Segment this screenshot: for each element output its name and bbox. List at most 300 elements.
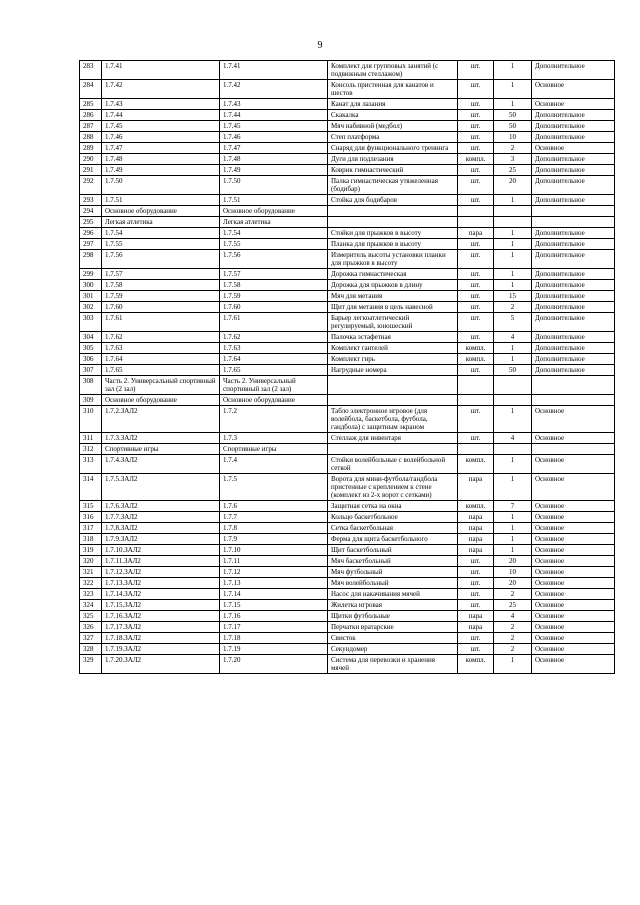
code-secondary-cell: 1.7.2 xyxy=(220,406,328,433)
equipment-type-cell: Дополнительное xyxy=(532,154,615,165)
code-secondary-cell: 1.7.50 xyxy=(220,176,328,195)
code-secondary-cell: 1.7.51 xyxy=(220,195,328,206)
table-row xyxy=(80,165,615,176)
unit-cell: шт. xyxy=(458,556,494,567)
code-secondary-cell: 1.7.55 xyxy=(220,239,328,250)
table-row xyxy=(80,474,615,501)
equipment-type-cell: Дополнительное xyxy=(532,291,615,302)
code-secondary-cell: 1.7.58 xyxy=(220,280,328,291)
row-number-cell: 327 xyxy=(80,633,102,644)
code-primary-cell: 1.7.44 xyxy=(102,110,220,121)
quantity-cell: 10 xyxy=(494,567,532,578)
quantity-cell: 4 xyxy=(494,332,532,343)
table-row xyxy=(80,406,615,433)
table-row xyxy=(80,501,615,512)
table-row xyxy=(80,578,615,589)
quantity-cell: 1 xyxy=(494,99,532,110)
row-number-cell: 299 xyxy=(80,269,102,280)
row-number-cell: 312 xyxy=(80,444,102,455)
unit-cell: компл. xyxy=(458,655,494,674)
code-secondary-cell: 1.7.14 xyxy=(220,589,328,600)
row-number-cell: 317 xyxy=(80,523,102,534)
item-name-cell xyxy=(328,376,458,395)
table-row xyxy=(80,343,615,354)
item-name-cell: Стойка для бодибаров xyxy=(328,195,458,206)
unit-cell: компл. xyxy=(458,455,494,474)
equipment-type-cell: Основное xyxy=(532,622,615,633)
table-row xyxy=(80,433,615,444)
code-secondary-cell: 1.7.4 xyxy=(220,455,328,474)
table-row xyxy=(80,132,615,143)
code-secondary-cell: 1.7.18 xyxy=(220,633,328,644)
row-number-cell: 286 xyxy=(80,110,102,121)
table-row xyxy=(80,176,615,195)
code-primary-cell: 1.7.50 xyxy=(102,176,220,195)
item-name-cell xyxy=(328,217,458,228)
code-primary-cell: 1.7.51 xyxy=(102,195,220,206)
item-name-cell: Свисток xyxy=(328,633,458,644)
equipment-type-cell: Основное xyxy=(532,611,615,622)
row-number-cell: 326 xyxy=(80,622,102,633)
row-number-cell: 310 xyxy=(80,406,102,433)
item-name-cell: Скакалка xyxy=(328,110,458,121)
item-name-cell: Ферма для щита баскетбольного xyxy=(328,534,458,545)
quantity-cell: 1 xyxy=(494,512,532,523)
code-secondary-cell: 1.7.57 xyxy=(220,269,328,280)
code-primary-cell: 1.7.8.ЗАЛ2 xyxy=(102,523,220,534)
equipment-type-cell: Основное xyxy=(532,545,615,556)
code-primary-cell: 1.7.47 xyxy=(102,143,220,154)
quantity-cell: 10 xyxy=(494,132,532,143)
equipment-type-cell: Дополнительное xyxy=(532,354,615,365)
code-primary-cell: 1.7.15.ЗАЛ2 xyxy=(102,600,220,611)
code-primary-cell: 1.7.6.ЗАЛ2 xyxy=(102,501,220,512)
equipment-type-cell: Основное xyxy=(532,406,615,433)
page-number: 9 xyxy=(317,40,323,51)
quantity-cell xyxy=(494,395,532,406)
code-secondary-cell: 1.7.6 xyxy=(220,501,328,512)
equipment-type-cell: Основное xyxy=(532,534,615,545)
code-secondary-cell: 1.7.65 xyxy=(220,365,328,376)
unit-cell: шт. xyxy=(458,313,494,332)
quantity-cell: 50 xyxy=(494,110,532,121)
quantity-cell: 1 xyxy=(494,354,532,365)
quantity-cell: 1 xyxy=(494,523,532,534)
code-primary-cell: 1.7.43 xyxy=(102,99,220,110)
code-secondary-cell: 1.7.10 xyxy=(220,545,328,556)
table-row xyxy=(80,269,615,280)
row-number-cell: 300 xyxy=(80,280,102,291)
item-name-cell: Коврик гимнастический xyxy=(328,165,458,176)
table-row xyxy=(80,154,615,165)
equipment-type-cell xyxy=(532,217,615,228)
quantity-cell: 1 xyxy=(494,474,532,501)
code-secondary-cell: 1.7.15 xyxy=(220,600,328,611)
item-name-cell: Мяч футбольный xyxy=(328,567,458,578)
quantity-cell: 1 xyxy=(494,228,532,239)
table-row xyxy=(80,313,615,332)
code-secondary-cell: 1.7.9 xyxy=(220,534,328,545)
quantity-cell: 20 xyxy=(494,556,532,567)
equipment-type-cell: Основное xyxy=(532,556,615,567)
quantity-cell: 15 xyxy=(494,291,532,302)
item-name-cell: Насос для накачивания мячей xyxy=(328,589,458,600)
code-secondary-cell: Спортивные игры xyxy=(220,444,328,455)
unit-cell: шт. xyxy=(458,567,494,578)
quantity-cell: 1 xyxy=(494,655,532,674)
row-number-cell: 320 xyxy=(80,556,102,567)
code-primary-cell: 1.7.49 xyxy=(102,165,220,176)
quantity-cell: 1 xyxy=(494,534,532,545)
row-number-cell: 318 xyxy=(80,534,102,545)
code-primary-cell: 1.7.18.ЗАЛ2 xyxy=(102,633,220,644)
item-name-cell: Палка гимнастическая утяжеленная (бодибар) xyxy=(328,176,458,195)
quantity-cell xyxy=(494,217,532,228)
code-secondary-cell: 1.7.5 xyxy=(220,474,328,501)
unit-cell: шт. xyxy=(458,280,494,291)
unit-cell: пара xyxy=(458,611,494,622)
table-row xyxy=(80,523,615,534)
code-primary-cell: 1.7.46 xyxy=(102,132,220,143)
code-primary-cell: 1.7.10.ЗАЛ2 xyxy=(102,545,220,556)
item-name-cell: Канат для лазания xyxy=(328,99,458,110)
table-row xyxy=(80,143,615,154)
quantity-cell: 1 xyxy=(494,269,532,280)
quantity-cell: 2 xyxy=(494,644,532,655)
quantity-cell: 1 xyxy=(494,406,532,433)
item-name-cell xyxy=(328,395,458,406)
unit-cell: шт. xyxy=(458,578,494,589)
table-row xyxy=(80,455,615,474)
item-name-cell: Стойки для прыжков в высоту xyxy=(328,228,458,239)
equipment-type-cell: Основное xyxy=(532,80,615,99)
item-name-cell: Степ платформа xyxy=(328,132,458,143)
quantity-cell: 1 xyxy=(494,280,532,291)
equipment-type-cell: Дополнительное xyxy=(532,176,615,195)
table-row xyxy=(80,365,615,376)
code-secondary-cell: 1.7.17 xyxy=(220,622,328,633)
item-name-cell: Жилетка игровая xyxy=(328,600,458,611)
equipment-type-cell: Основное xyxy=(532,512,615,523)
unit-cell: шт. xyxy=(458,121,494,132)
equipment-type-cell: Дополнительное xyxy=(532,195,615,206)
code-primary-cell: 1.7.42 xyxy=(102,80,220,99)
row-number-cell: 298 xyxy=(80,250,102,269)
unit-cell: шт. xyxy=(458,406,494,433)
code-secondary-cell: 1.7.3 xyxy=(220,433,328,444)
code-primary-cell: 1.7.45 xyxy=(102,121,220,132)
table-row xyxy=(80,195,615,206)
equipment-type-cell: Дополнительное xyxy=(532,239,615,250)
code-primary-cell: 1.7.9.ЗАЛ2 xyxy=(102,534,220,545)
row-number-cell: 311 xyxy=(80,433,102,444)
item-name-cell: Перчатки вратарские xyxy=(328,622,458,633)
item-name-cell: Дорожка гимнастическая xyxy=(328,269,458,280)
item-name-cell: Сетка баскетбольная xyxy=(328,523,458,534)
item-name-cell: Дуги для подлезания xyxy=(328,154,458,165)
unit-cell: пара xyxy=(458,534,494,545)
item-name-cell: Палочка эстафетная xyxy=(328,332,458,343)
unit-cell: шт. xyxy=(458,633,494,644)
unit-cell: шт. xyxy=(458,176,494,195)
code-secondary-cell: 1.7.48 xyxy=(220,154,328,165)
equipment-type-cell: Основное xyxy=(532,455,615,474)
code-primary-cell: 1.7.11.ЗАЛ2 xyxy=(102,556,220,567)
code-secondary-cell: Основное оборудование xyxy=(220,395,328,406)
quantity-cell xyxy=(494,376,532,395)
code-secondary-cell: 1.7.46 xyxy=(220,132,328,143)
row-number-cell: 321 xyxy=(80,567,102,578)
code-primary-cell: 1.7.41 xyxy=(102,61,220,80)
row-number-cell: 295 xyxy=(80,217,102,228)
row-number-cell: 291 xyxy=(80,165,102,176)
table-row xyxy=(80,444,615,455)
unit-cell: компл. xyxy=(458,354,494,365)
code-secondary-cell: 1.7.7 xyxy=(220,512,328,523)
item-name-cell: Щит для метания в цель навесной xyxy=(328,302,458,313)
table-row xyxy=(80,600,615,611)
item-name-cell: Щит баскетбольный xyxy=(328,545,458,556)
unit-cell: шт. xyxy=(458,600,494,611)
code-primary-cell: 1.7.16.ЗАЛ2 xyxy=(102,611,220,622)
quantity-cell: 1 xyxy=(494,61,532,80)
unit-cell: шт. xyxy=(458,291,494,302)
code-primary-cell: 1.7.64 xyxy=(102,354,220,365)
row-number-cell: 322 xyxy=(80,578,102,589)
code-primary-cell: 1.7.19.ЗАЛ2 xyxy=(102,644,220,655)
unit-cell xyxy=(458,395,494,406)
quantity-cell: 20 xyxy=(494,578,532,589)
code-primary-cell: Спортивные игры xyxy=(102,444,220,455)
code-primary-cell: 1.7.57 xyxy=(102,269,220,280)
equipment-type-cell: Дополнительное xyxy=(532,250,615,269)
code-primary-cell: 1.7.13.ЗАЛ2 xyxy=(102,578,220,589)
quantity-cell: 2 xyxy=(494,622,532,633)
item-name-cell: Мяч баскетбольный xyxy=(328,556,458,567)
table-row xyxy=(80,655,615,674)
table-row xyxy=(80,61,615,80)
code-primary-cell: 1.7.5.ЗАЛ2 xyxy=(102,474,220,501)
code-primary-cell: 1.7.48 xyxy=(102,154,220,165)
row-number-cell: 303 xyxy=(80,313,102,332)
quantity-cell: 4 xyxy=(494,611,532,622)
code-secondary-cell: 1.7.44 xyxy=(220,110,328,121)
code-primary-cell: 1.7.55 xyxy=(102,239,220,250)
code-secondary-cell: 1.7.60 xyxy=(220,302,328,313)
equipment-type-cell xyxy=(532,376,615,395)
code-secondary-cell: 1.7.20 xyxy=(220,655,328,674)
equipment-type-cell: Основное xyxy=(532,633,615,644)
equipment-type-cell: Дополнительное xyxy=(532,365,615,376)
row-number-cell: 284 xyxy=(80,80,102,99)
code-secondary-cell: 1.7.8 xyxy=(220,523,328,534)
equipment-type-cell: Основное xyxy=(532,433,615,444)
unit-cell: шт. xyxy=(458,589,494,600)
row-number-cell: 290 xyxy=(80,154,102,165)
table-row xyxy=(80,228,615,239)
row-number-cell: 301 xyxy=(80,291,102,302)
quantity-cell: 25 xyxy=(494,165,532,176)
item-name-cell: Комплект для групповых занятий (с подвижным стеллажом) xyxy=(328,61,458,80)
equipment-type-cell: Основное xyxy=(532,655,615,674)
item-name-cell: Щитки футбольные xyxy=(328,611,458,622)
item-name-cell: Стеллаж для инвентаря xyxy=(328,433,458,444)
table-row xyxy=(80,99,615,110)
unit-cell: пара xyxy=(458,523,494,534)
row-number-cell: 304 xyxy=(80,332,102,343)
table-row xyxy=(80,80,615,99)
item-name-cell: Кольцо баскетбольное xyxy=(328,512,458,523)
table-row xyxy=(80,206,615,217)
equipment-type-cell: Основное xyxy=(532,578,615,589)
code-secondary-cell: 1.7.45 xyxy=(220,121,328,132)
equipment-type-cell: Дополнительное xyxy=(532,61,615,80)
code-primary-cell: 1.7.65 xyxy=(102,365,220,376)
code-primary-cell: 1.7.12.ЗАЛ2 xyxy=(102,567,220,578)
row-number-cell: 297 xyxy=(80,239,102,250)
quantity-cell: 1 xyxy=(494,250,532,269)
table-row xyxy=(80,556,615,567)
quantity-cell: 20 xyxy=(494,176,532,195)
equipment-type-cell xyxy=(532,395,615,406)
row-number-cell: 329 xyxy=(80,655,102,674)
code-primary-cell: Основное оборудование xyxy=(102,395,220,406)
unit-cell: пара xyxy=(458,512,494,523)
unit-cell: шт. xyxy=(458,644,494,655)
code-secondary-cell: 1.7.59 xyxy=(220,291,328,302)
quantity-cell xyxy=(494,206,532,217)
table-row xyxy=(80,280,615,291)
code-primary-cell: 1.7.59 xyxy=(102,291,220,302)
unit-cell: шт. xyxy=(458,250,494,269)
row-number-cell: 315 xyxy=(80,501,102,512)
equipment-type-cell xyxy=(532,444,615,455)
code-secondary-cell: 1.7.12 xyxy=(220,567,328,578)
row-number-cell: 319 xyxy=(80,545,102,556)
item-name-cell xyxy=(328,206,458,217)
row-number-cell: 294 xyxy=(80,206,102,217)
item-name-cell: Консоль пристенная для канатов и шестов xyxy=(328,80,458,99)
code-secondary-cell: 1.7.61 xyxy=(220,313,328,332)
code-primary-cell: 1.7.63 xyxy=(102,343,220,354)
equipment-type-cell: Дополнительное xyxy=(532,280,615,291)
row-number-cell: 314 xyxy=(80,474,102,501)
code-secondary-cell: 1.7.54 xyxy=(220,228,328,239)
quantity-cell: 50 xyxy=(494,365,532,376)
equipment-type-cell: Дополнительное xyxy=(532,228,615,239)
code-primary-cell: 1.7.56 xyxy=(102,250,220,269)
code-secondary-cell: Основное оборудование xyxy=(220,206,328,217)
item-name-cell: Планка для прыжков в высоту xyxy=(328,239,458,250)
equipment-type-cell: Дополнительное xyxy=(532,269,615,280)
row-number-cell: 308 xyxy=(80,376,102,395)
code-primary-cell: 1.7.14.ЗАЛ2 xyxy=(102,589,220,600)
table-row xyxy=(80,545,615,556)
code-primary-cell: 1.7.60 xyxy=(102,302,220,313)
table-row xyxy=(80,622,615,633)
item-name-cell: Комплект гантелей xyxy=(328,343,458,354)
unit-cell: шт. xyxy=(458,332,494,343)
table-row xyxy=(80,217,615,228)
code-secondary-cell: 1.7.41 xyxy=(220,61,328,80)
code-secondary-cell: 1.7.13 xyxy=(220,578,328,589)
table-row xyxy=(80,354,615,365)
table-row xyxy=(80,611,615,622)
code-secondary-cell: Легкая атлетика xyxy=(220,217,328,228)
code-secondary-cell: 1.7.56 xyxy=(220,250,328,269)
unit-cell: шт. xyxy=(458,99,494,110)
quantity-cell: 25 xyxy=(494,600,532,611)
equipment-type-cell: Дополнительное xyxy=(532,332,615,343)
table-row xyxy=(80,332,615,343)
unit-cell: шт. xyxy=(458,132,494,143)
equipment-type-cell: Дополнительное xyxy=(532,121,615,132)
item-name-cell xyxy=(328,444,458,455)
quantity-cell: 50 xyxy=(494,121,532,132)
table-row xyxy=(80,110,615,121)
quantity-cell: 7 xyxy=(494,501,532,512)
table-row xyxy=(80,302,615,313)
equipment-type-cell: Основное xyxy=(532,589,615,600)
table-row xyxy=(80,376,615,395)
row-number-cell: 287 xyxy=(80,121,102,132)
item-name-cell: Секундомер xyxy=(328,644,458,655)
row-number-cell: 296 xyxy=(80,228,102,239)
row-number-cell: 325 xyxy=(80,611,102,622)
table-row xyxy=(80,395,615,406)
row-number-cell: 288 xyxy=(80,132,102,143)
code-secondary-cell: 1.7.19 xyxy=(220,644,328,655)
quantity-cell xyxy=(494,444,532,455)
code-secondary-cell: 1.7.63 xyxy=(220,343,328,354)
quantity-cell: 1 xyxy=(494,195,532,206)
row-number-cell: 292 xyxy=(80,176,102,195)
code-primary-cell: Легкая атлетика xyxy=(102,217,220,228)
code-secondary-cell: 1.7.64 xyxy=(220,354,328,365)
unit-cell: шт. xyxy=(458,302,494,313)
table-row xyxy=(80,239,615,250)
item-name-cell: Дорожка для прыжков в длину xyxy=(328,280,458,291)
quantity-cell: 2 xyxy=(494,589,532,600)
equipment-type-cell: Основное xyxy=(532,501,615,512)
quantity-cell: 1 xyxy=(494,343,532,354)
equipment-type-cell: Основное xyxy=(532,143,615,154)
unit-cell: шт. xyxy=(458,143,494,154)
quantity-cell: 2 xyxy=(494,302,532,313)
quantity-cell: 1 xyxy=(494,455,532,474)
row-number-cell: 307 xyxy=(80,365,102,376)
row-number-cell: 324 xyxy=(80,600,102,611)
equipment-type-cell: Дополнительное xyxy=(532,110,615,121)
equipment-type-cell: Основное xyxy=(532,600,615,611)
equipment-type-cell: Дополнительное xyxy=(532,132,615,143)
unit-cell xyxy=(458,206,494,217)
row-number-cell: 293 xyxy=(80,195,102,206)
unit-cell: шт. xyxy=(458,365,494,376)
unit-cell: пара xyxy=(458,545,494,556)
item-name-cell: Нагрудные номера xyxy=(328,365,458,376)
item-name-cell: Комплект гирь xyxy=(328,354,458,365)
unit-cell: шт. xyxy=(458,80,494,99)
item-name-cell: Мяч набивной (медбол) xyxy=(328,121,458,132)
table-row xyxy=(80,644,615,655)
table-row xyxy=(80,291,615,302)
row-number-cell: 309 xyxy=(80,395,102,406)
item-name-cell: Барьер легкоатлетический регулируемый, юношеский xyxy=(328,313,458,332)
quantity-cell: 4 xyxy=(494,433,532,444)
equipment-type-cell: Дополнительное xyxy=(532,165,615,176)
equipment-table xyxy=(79,60,615,674)
